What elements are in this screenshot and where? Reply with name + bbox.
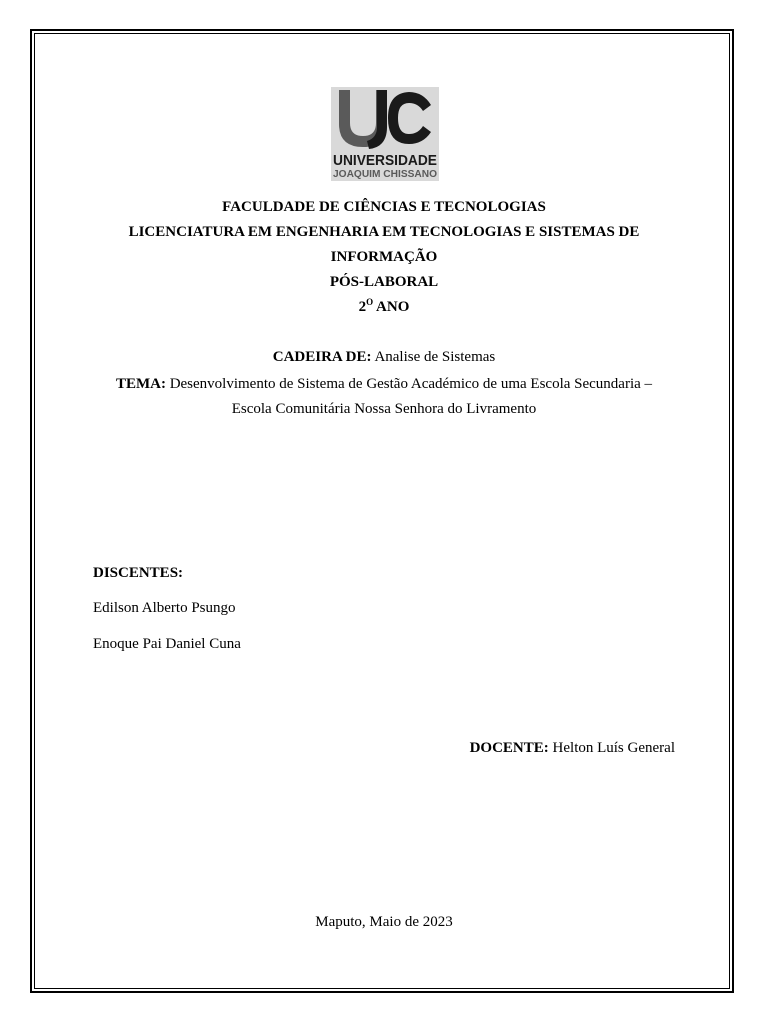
course-line xyxy=(0,348,768,366)
theme-label: TEMA: xyxy=(115,376,166,392)
students-label: DISCENTES: xyxy=(93,565,184,581)
regime-title: PÓS-LABORAL xyxy=(329,274,439,290)
teacher-line xyxy=(470,739,675,757)
course-value: Analise de Sistemas xyxy=(374,349,496,365)
year-word: ANO xyxy=(376,299,410,315)
student-name: Edilson Alberto Psungo xyxy=(93,600,236,616)
degree-title-line2: INFORMAÇÃO xyxy=(330,249,438,265)
theme-value-line2: Escola Comunitária Nossa Senhora do Livramento xyxy=(231,401,537,417)
year-title xyxy=(0,298,768,316)
place-date: Maputo, Maio de 2023 xyxy=(315,914,453,930)
year-ordinal: O xyxy=(366,297,374,307)
logo-text-university: UNIVERSIDADE xyxy=(333,152,437,169)
teacher-name: Helton Luís General xyxy=(552,740,675,756)
theme-value-line1: Desenvolvimento de Sistema de Gestão Académico de uma Escola Secundaria – xyxy=(169,376,653,392)
year-number: 2 xyxy=(358,299,367,315)
course-label: CADEIRA DE: xyxy=(272,349,372,365)
university-logo xyxy=(331,87,439,181)
theme-line1 xyxy=(0,375,768,393)
logo-text-joaquim-chissano: JOAQUIM CHISSANO xyxy=(333,169,438,180)
student-name: Enoque Pai Daniel Cuna xyxy=(93,636,241,652)
degree-title-line1: LICENCIATURA EM ENGENHARIA EM TECNOLOGIAS E SISTEMAS DE xyxy=(128,224,640,240)
faculty-title: FACULDADE DE CIÊNCIAS E TECNOLOGIAS xyxy=(222,199,546,215)
teacher-label: DOCENTE: xyxy=(469,740,549,756)
